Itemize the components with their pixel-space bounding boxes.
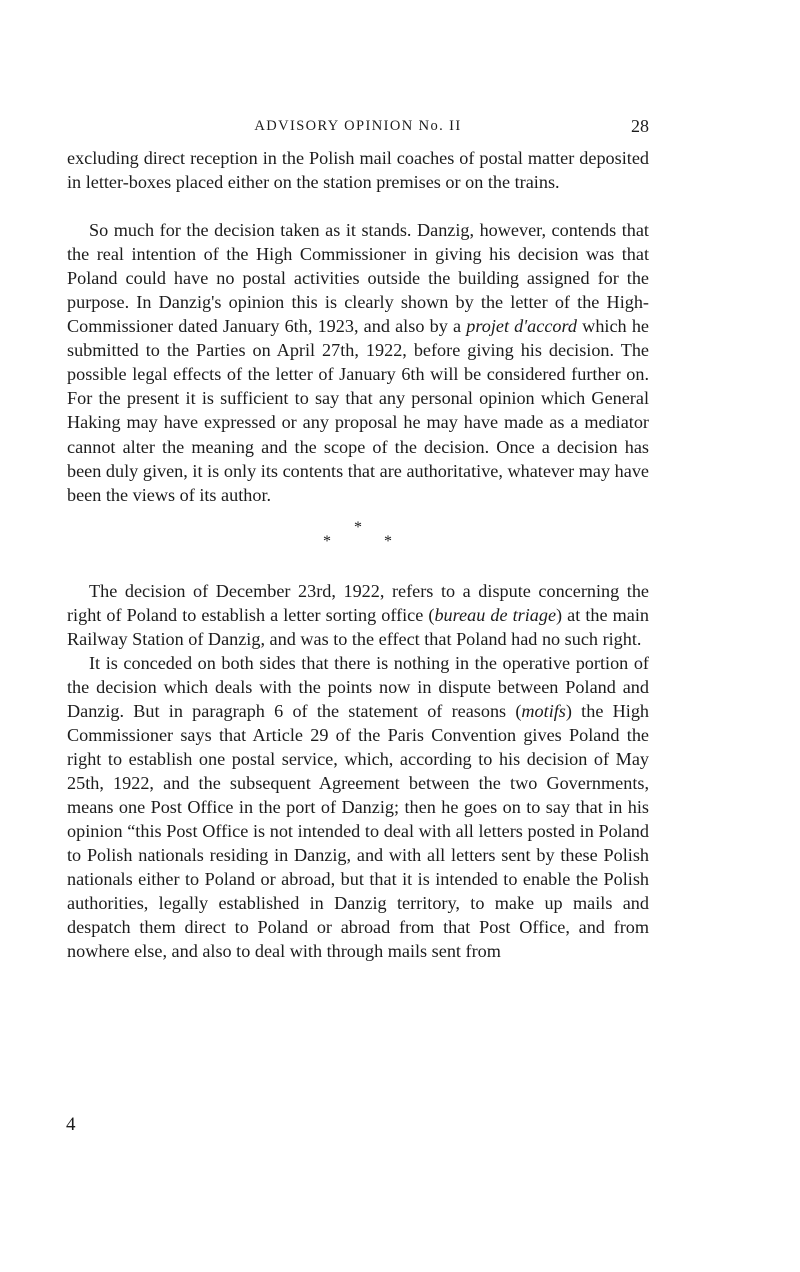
paragraph-sorting-office xyxy=(67,579,649,651)
body-text xyxy=(67,146,649,963)
italic-term-projet: projet d'accord xyxy=(466,316,577,337)
paragraph-text: So much for the decision taken as it stands. Danzig, however, contends that the real intention of the High Commissioner in giving his decision was that Poland could have no postal activities outside the building assigned for the purpose. In Danzig's opinion this is clearly shown by the letter of the High-Commissioner dated January 6th, 1923, and also by a xyxy=(67,220,649,337)
paragraph-continued: excluding direct reception in the Polish mail coaches of postal matter deposited in letter-boxes placed either on the station premises or on the trains. xyxy=(67,148,649,193)
signature-mark: 4 xyxy=(66,1114,76,1135)
paragraph-gap xyxy=(67,194,649,218)
running-head xyxy=(67,116,649,140)
paragraph-text: The decision of December 23rd, 1922, refers to a dispute concerning the right of Poland to establish a letter sorting office ( xyxy=(67,580,649,625)
page-number: 28 xyxy=(631,116,649,136)
paragraph-text: ) the High Commissioner says that Article 29 of the Paris Convention gives Poland the right to establish one postal service, which, according to his decision of May 25th, 1922, and the subsequent Agreement between the two Governments, means one Post Office in the port of Danzig; then he goes on to say that in his opinion “this Post Office is not intended to deal with all letters posted in Poland to Polish nationals residing in Danzig, and with all letters sent by these Polish nationals either to Poland or abroad, but that it is intended to enable the Polish authorities, legally established in Danzig territory, to make up mails and despatch them direct to Poland or abroad from that Post Office, and from nowhere else, and also to deal with through mails sent from xyxy=(67,700,650,962)
running-title: ADVISORY OPINION No. II xyxy=(254,118,462,134)
asterisk-top: * xyxy=(354,518,362,536)
paragraph-decision-intent xyxy=(67,218,649,507)
paragraph-text: ) at the main Railway Station of Danzig, and was to the effect that Poland had no such right. xyxy=(67,604,649,649)
asterism-divider xyxy=(67,507,649,579)
paragraph-text: which he submitted to the Parties on April 27th, 1922, before giving his decision. The possible legal effects of the letter of January 6th will be considered further on. For the present it is sufficient to say that any personal opinion which General Haking may have expressed or any proposal he may have made as a mediator cannot alter the meaning and the scope of the decision. Once a decision has been duly given, it is only its contents that are authoritative, whatever may have been the views of its author. xyxy=(67,316,649,505)
asterisk-left: * xyxy=(323,532,331,550)
paragraph-text: It is conceded on both sides that there is nothing in the operative portion of the decision which deals with the points now in dispute between Poland and Danzig. But in paragraph 6 of the statement of reasons ( xyxy=(67,652,649,721)
italic-term-bureau: bureau de triage xyxy=(434,604,557,625)
italic-term-motifs: motifs xyxy=(521,700,566,721)
paragraph-conceded xyxy=(67,651,649,964)
asterisk-right: * xyxy=(384,532,392,550)
